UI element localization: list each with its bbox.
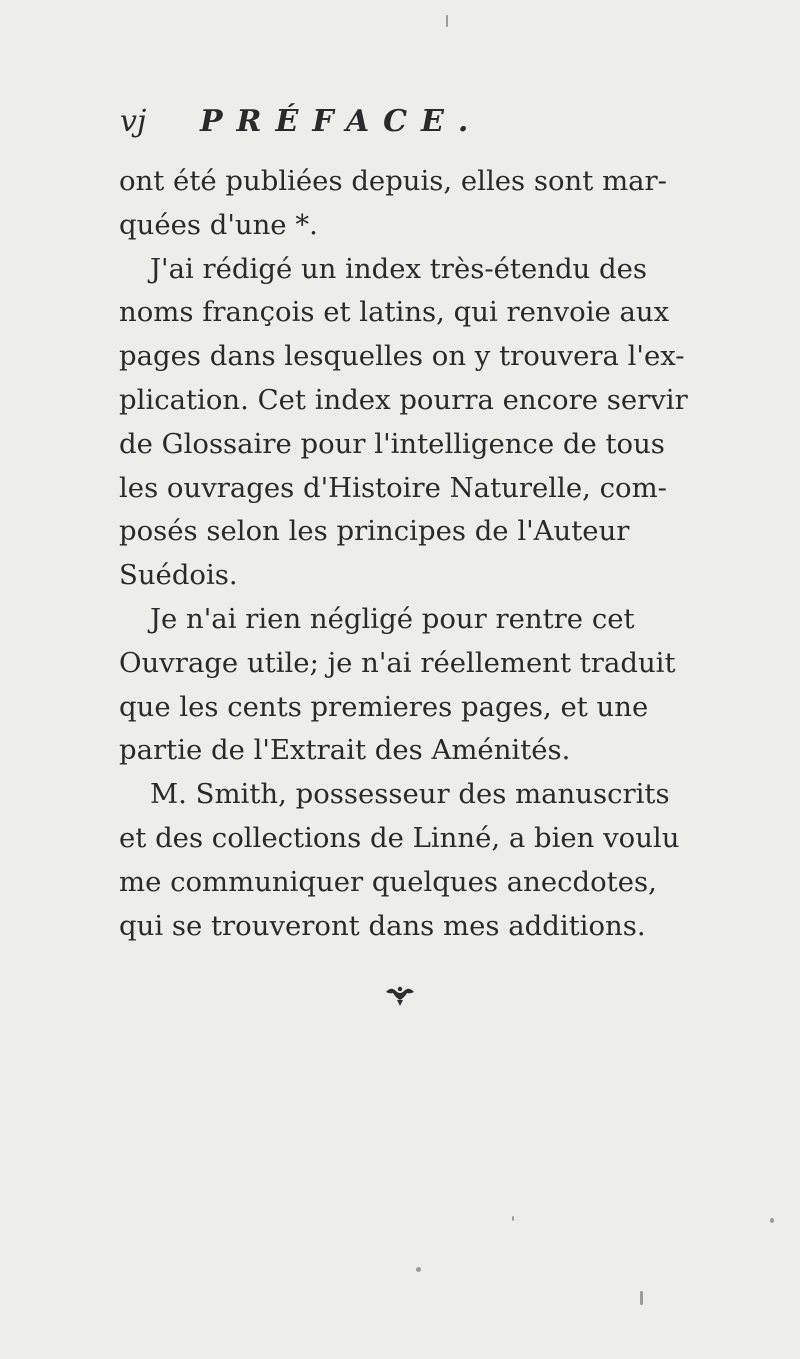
text-line: les ouvrages d'Histoire Naturelle, com- — [119, 471, 667, 504]
text-line: quées d'une *. — [119, 208, 318, 241]
text-line: Ouvrage utile; je n'ai réellement traduit — [119, 646, 676, 679]
text-line: J'ai rédigé un index très-étendu des — [150, 252, 647, 285]
text-line: Je n'ai rien négligé pour rentre cet — [150, 602, 635, 635]
text-line: posés selon les principes de l'Auteur — [119, 515, 630, 548]
paper-speck — [770, 1218, 774, 1223]
paper-speck — [416, 1267, 421, 1272]
printer-ornament-icon — [383, 985, 417, 1007]
text-line: Suédois. — [119, 559, 238, 592]
body-text — [119, 160, 799, 948]
text-line: pages dans lesquelles on y trouvera l'ex- — [119, 340, 685, 373]
text-line: et des collections de Linné, a bien voulu — [119, 821, 680, 854]
text-line: ont été publiées depuis, elles sont mar- — [119, 165, 667, 197]
paper-speck — [512, 1216, 514, 1221]
page-number: vj — [120, 104, 147, 139]
text-line: partie de l'Extrait des Aménités. — [119, 734, 571, 767]
text-line: de Glossaire pour l'intelligence de tous — [119, 427, 665, 460]
text-line: noms françois et latins, qui renvoie aux — [119, 296, 670, 329]
page-header — [120, 104, 760, 148]
text-line: que les cents premieres pages, et une — [119, 690, 649, 723]
running-title: PRÉFACE. — [200, 104, 483, 139]
text-line: plication. Cet index pourra encore servir — [119, 383, 688, 416]
paper-speck — [640, 1291, 643, 1305]
text-line: qui se trouveront dans mes additions. — [119, 909, 646, 942]
text-line: M. Smith, possesseur des manuscrits — [150, 778, 670, 811]
paper-speck — [446, 15, 448, 27]
text-line: me communiquer quelques anecdotes, — [119, 865, 657, 898]
